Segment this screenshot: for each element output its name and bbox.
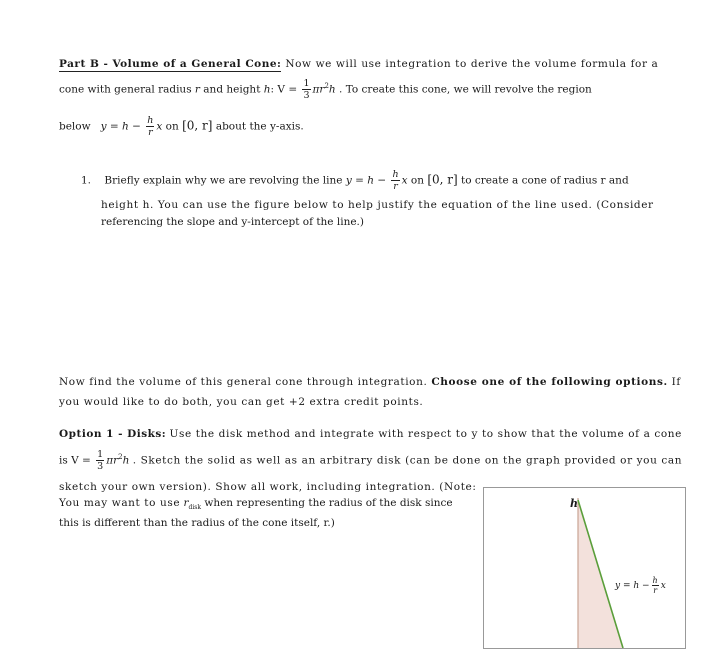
about-text: about the y-axis. xyxy=(215,120,304,133)
interval: [0, r] xyxy=(182,118,213,133)
x-var: x xyxy=(401,174,408,187)
on-text: on xyxy=(165,120,179,133)
option-1-text-b: . Sketch the solid as well as an arbitrary disk (can be done on the graph provided or you can xyxy=(132,454,683,467)
one-third-fraction: $\frac{1}{3}$ xyxy=(97,449,104,472)
integration-intro-line-1 xyxy=(59,376,681,388)
part-b-line-2 xyxy=(59,78,592,101)
option-1-line-1 xyxy=(59,428,682,440)
below-text: below xyxy=(59,120,91,133)
h-end: h xyxy=(328,83,336,96)
and-height-text: and height xyxy=(203,83,261,96)
part-b-title: Part B - Volume of a General Cone: xyxy=(59,58,282,70)
r-var: r xyxy=(194,83,200,96)
intro-text-b: If xyxy=(671,376,681,388)
square-exp: 2 xyxy=(324,82,329,90)
interval: [0, r] xyxy=(427,172,458,187)
option-1-line-4 xyxy=(59,497,453,511)
part-b-line-3 xyxy=(59,115,304,138)
x-var: x xyxy=(156,120,163,133)
cone-figure xyxy=(483,487,686,649)
part-b-intro: Now we will use integration to derive the volume formula for a xyxy=(285,58,659,70)
question-1-line-2: height h. You can use the figure below to help justify the equation of the line used. (Consider xyxy=(101,199,654,211)
is-v: is V = xyxy=(59,454,91,467)
line-label-x: x xyxy=(660,581,666,591)
cone-text: cone with general radius xyxy=(59,83,192,96)
option-1-title: Option 1 - Disks: xyxy=(59,428,167,440)
v-equals: : V = xyxy=(270,83,298,96)
option-1-text-d: You may want to use xyxy=(59,497,181,509)
part-b-line-1 xyxy=(59,58,658,70)
cone-figure-svg xyxy=(484,488,685,648)
option-1-text-e: when representing the radius of the disk since xyxy=(204,497,453,509)
one-third-fraction xyxy=(302,78,310,101)
question-text-b: to create a cone of radius r and xyxy=(461,174,629,187)
to-create-text: . To create this cone, we will revolve the region xyxy=(339,83,592,96)
r-disk: r xyxy=(183,497,189,509)
option-1-text-a: Use the disk method and integrate with respect to y to show that the volume of a cone xyxy=(169,428,682,440)
h-var: h xyxy=(263,83,271,96)
frac-den: 3 xyxy=(303,90,310,101)
option-1-line-3: sketch your own version). Show all work, including integration. (Note: xyxy=(59,481,477,493)
pi-r: πr xyxy=(106,454,119,467)
h-label: h xyxy=(570,497,578,510)
h-end: h xyxy=(122,454,130,467)
intro-text-a: Now find the volume of this general cone through integration. xyxy=(59,376,428,388)
disk-subscript: disk xyxy=(188,504,201,512)
y-eq-h-minus: y = h − xyxy=(100,120,141,133)
option-1-line-5: this is different than the radius of the cone itself, r.) xyxy=(59,517,335,529)
integration-intro-line-2: you would like to do both, you can get +2 extra credit points. xyxy=(59,396,424,408)
option-1-line-2 xyxy=(59,449,682,472)
h-over-r-fraction: $\frac{h}{r}$ xyxy=(147,115,154,138)
question-text-a: Briefly explain why we are revolving the line xyxy=(104,174,343,187)
pi-r: πr xyxy=(312,83,325,96)
on-text: on xyxy=(410,174,424,187)
line-label-fraction: $\frac{h}{r}$ xyxy=(652,576,658,595)
y-eq-h-minus: y = h − xyxy=(345,174,387,187)
frac-num: 1 xyxy=(303,78,310,89)
question-1-line-3: referencing the slope and y-intercept of the line.) xyxy=(101,216,364,228)
choose-option-bold: Choose one of the following options. xyxy=(431,376,668,388)
square-exp: 2 xyxy=(118,453,123,461)
question-1-line-1 xyxy=(81,169,629,192)
line-label xyxy=(615,576,666,595)
h-over-r-fraction: $\frac{h}{r}$ xyxy=(392,169,399,192)
line-label-text: y = h − xyxy=(615,581,650,591)
question-number: 1. xyxy=(81,174,92,187)
